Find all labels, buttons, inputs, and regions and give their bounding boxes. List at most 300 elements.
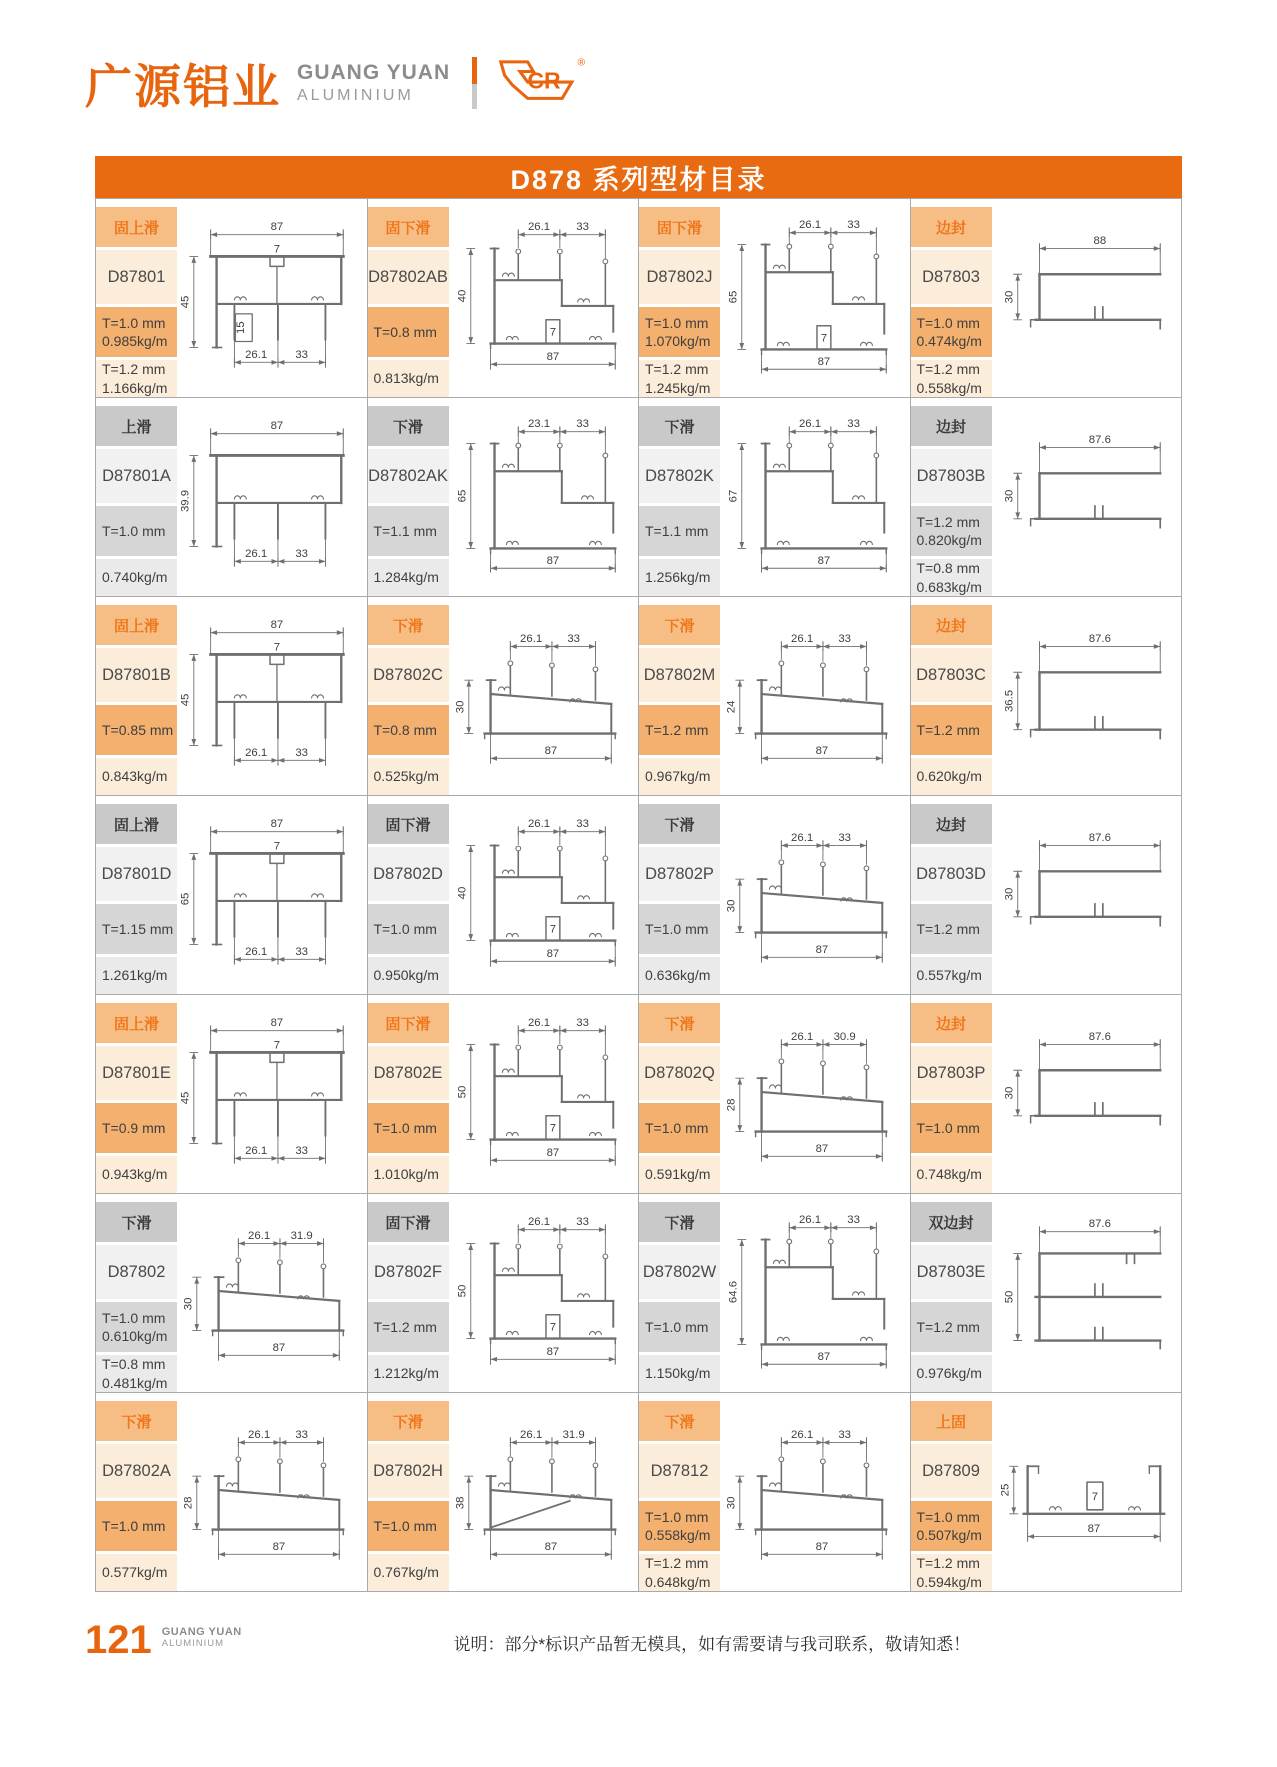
profile-cross-section [992, 415, 1182, 579]
model-number: D87801 [96, 250, 177, 304]
dim-label: 39.9 [179, 489, 192, 513]
dim-label: 33 [575, 418, 589, 431]
category-tag: 边封 [911, 605, 992, 645]
profile-cross-section [177, 216, 367, 380]
profile-drawing [992, 398, 1182, 596]
profile-cell [96, 995, 368, 1194]
spec-line: 0.591kg/m [645, 1166, 711, 1183]
profile-cross-section [720, 1012, 910, 1176]
dim-label: 87.6 [1088, 434, 1111, 447]
spec-line: T=0.8 mm [373, 721, 437, 738]
spec-primary [639, 307, 720, 357]
spec-primary [368, 1501, 449, 1551]
model-number: D87802Q [639, 1046, 720, 1100]
spec-primary [368, 904, 449, 954]
spec-line: T=1.0 mm [916, 314, 980, 331]
dim-label: 87 [270, 420, 284, 433]
profile-cell [368, 1393, 640, 1592]
spec-line: T=1.2 mm [373, 1318, 437, 1335]
spec-secondary [911, 360, 992, 397]
spec-primary [368, 506, 449, 556]
dim-label: 26.1 [245, 1144, 268, 1157]
spec-line: 1.284kg/m [373, 569, 439, 586]
label-column [639, 1393, 720, 1591]
spec-line: T=1.0 mm [373, 1517, 437, 1534]
profile-cross-section [992, 1410, 1182, 1574]
spec-primary [639, 1302, 720, 1352]
spec-secondary [368, 957, 449, 994]
spec-line: 0.558kg/m [645, 1527, 711, 1543]
dim-label: 87 [546, 1146, 559, 1159]
category-tag: 双边封 [911, 1202, 992, 1242]
spec-line: T=1.2 mm [916, 920, 980, 937]
spec-primary [639, 506, 720, 556]
spec-secondary [911, 1554, 992, 1591]
category-tag: 边封 [911, 1003, 992, 1043]
profile-cell [911, 1393, 1183, 1592]
spec-primary [96, 307, 177, 357]
model-number: D87802H [368, 1444, 449, 1498]
label-column [911, 1194, 992, 1392]
category-tag: 下滑 [368, 406, 449, 446]
spec-line: T=1.0 mm [102, 314, 166, 331]
spec-line: T=1.1 mm [645, 522, 709, 539]
dim-label: 33 [847, 1214, 860, 1227]
dim-label: 87 [815, 943, 829, 956]
label-column [96, 199, 177, 397]
spec-secondary [368, 360, 449, 397]
spec-primary [96, 1103, 177, 1153]
label-column [96, 398, 177, 596]
spec-line: T=1.0 mm [645, 1508, 709, 1525]
profile-drawing [177, 199, 367, 397]
spec-primary [911, 705, 992, 755]
dim-label: 87 [546, 1345, 559, 1358]
dim-label: 31.9 [290, 1230, 313, 1243]
dim-label: 87 [270, 221, 284, 234]
category-tag: 固上滑 [96, 605, 177, 645]
dim-label: 33 [575, 818, 589, 831]
spec-secondary [911, 758, 992, 795]
spec-primary [911, 1501, 992, 1551]
profile-cross-section [449, 1211, 639, 1375]
series-title-bar [95, 156, 1182, 198]
dim-label: 45 [179, 1091, 192, 1105]
spec-line: T=1.2 mm [916, 721, 980, 738]
dim-label: 87 [815, 744, 829, 757]
model-number: D87801E [96, 1046, 177, 1100]
dim-label: 87.6 [1088, 1218, 1111, 1231]
spec-line: T=1.2 mm [102, 361, 166, 378]
dim-label: 87.6 [1088, 1031, 1111, 1044]
label-column [96, 597, 177, 795]
profile-cross-section [720, 1211, 910, 1375]
profile-cross-section [177, 813, 367, 977]
profile-cross-section [720, 614, 910, 778]
label-column [911, 1393, 992, 1591]
dim-label: 15 [234, 321, 247, 335]
model-number: D87802E [368, 1046, 449, 1100]
spec-line: 1.245kg/m [645, 379, 711, 396]
spec-line: 0.577kg/m [102, 1564, 168, 1581]
profile-drawing [720, 199, 910, 397]
label-column [368, 398, 449, 596]
category-tag: 上固 [911, 1401, 992, 1441]
dim-label: 28 [725, 1098, 738, 1112]
label-column [911, 398, 992, 596]
model-number: D87802 [96, 1245, 177, 1299]
category-tag: 固下滑 [639, 207, 720, 247]
dim-label: 26.1 [248, 1429, 271, 1442]
profile-drawing [177, 597, 367, 795]
dim-label: 33 [838, 832, 852, 845]
dim-label: 26.1 [248, 1230, 271, 1243]
profile-drawing [720, 796, 910, 994]
dim-label: 26.1 [791, 832, 814, 845]
spec-primary [639, 1501, 720, 1551]
dim-label: 30 [453, 700, 466, 714]
profile-cell [368, 199, 640, 398]
label-column [96, 796, 177, 994]
dim-label: 26.1 [791, 1429, 814, 1442]
category-tag: 下滑 [368, 1401, 449, 1441]
footer-note: 说明：部分*标识产品暂无模具，如有需要请与我司联系，敬请知悉！ [453, 1635, 971, 1654]
dim-label: 7 [1091, 1490, 1098, 1503]
profile-drawing [992, 995, 1182, 1193]
spec-line: T=1.0 mm [645, 1119, 709, 1136]
spec-line: 0.813kg/m [373, 370, 439, 387]
dim-label: 26.1 [798, 418, 822, 431]
dim-label: 26.1 [519, 633, 542, 646]
spec-line: 0.683kg/m [916, 578, 982, 595]
label-column [911, 995, 992, 1193]
dim-label: 87 [817, 355, 831, 368]
profile-cell [639, 1393, 911, 1592]
spec-primary [639, 904, 720, 954]
dim-label: 30 [1002, 489, 1015, 503]
profile-drawing [992, 1393, 1182, 1591]
spec-secondary [911, 1355, 992, 1392]
model-number: D87802F [368, 1245, 449, 1299]
dim-label: 33 [575, 1017, 589, 1030]
dim-label: 30 [1002, 1086, 1015, 1100]
spec-line: T=1.0 mm [645, 1318, 709, 1335]
series-title: D878 系列型材目录 [510, 164, 767, 195]
dim-label: 87 [815, 1142, 829, 1155]
dim-label: 87 [546, 350, 559, 363]
spec-secondary [96, 360, 177, 397]
spec-primary [911, 904, 992, 954]
profile-cell [639, 199, 911, 398]
category-tag: 下滑 [639, 1401, 720, 1441]
profile-cell [368, 398, 640, 597]
dim-label: 87 [544, 1540, 557, 1553]
model-number: D87803E [911, 1245, 992, 1299]
category-tag: 下滑 [639, 1003, 720, 1043]
profile-cell [911, 995, 1183, 1194]
spec-secondary [368, 758, 449, 795]
profile-cross-section [992, 813, 1182, 977]
category-tag: 下滑 [96, 1202, 177, 1242]
spec-line: 0.740kg/m [102, 569, 168, 586]
spec-secondary [639, 360, 720, 397]
company-logo-chinese: 广源铝业 [85, 59, 281, 113]
spec-line: 0.843kg/m [102, 768, 168, 785]
profile-cross-section [720, 813, 910, 977]
spec-line: 0.594kg/m [916, 1573, 982, 1590]
spec-line: 1.212kg/m [373, 1365, 439, 1382]
dim-label: 30 [1002, 290, 1015, 304]
model-number: D87802AB [368, 250, 449, 304]
spec-line: 1.150kg/m [645, 1365, 711, 1382]
dim-label: 33 [847, 219, 860, 232]
label-column [368, 1393, 449, 1591]
profile-cell [639, 1194, 911, 1393]
page-footer [85, 1620, 1182, 1660]
model-number: D87809 [911, 1444, 992, 1498]
category-tag: 边封 [911, 406, 992, 446]
profile-drawing [177, 1194, 367, 1392]
profile-cross-section [449, 614, 639, 778]
spec-secondary [639, 559, 720, 596]
spec-primary [911, 307, 992, 357]
profile-cross-section [177, 415, 367, 579]
dim-label: 50 [1002, 1290, 1015, 1304]
label-column [368, 995, 449, 1193]
spec-line: 0.557kg/m [916, 967, 982, 984]
profile-cell [368, 995, 640, 1194]
spec-secondary [911, 559, 992, 596]
profile-cell [911, 597, 1183, 796]
category-tag: 下滑 [96, 1401, 177, 1441]
profile-cell [96, 1194, 368, 1393]
spec-primary [96, 705, 177, 755]
spec-secondary [96, 559, 177, 596]
dim-label: 87 [817, 554, 831, 567]
profile-drawing [720, 995, 910, 1193]
profile-cell [96, 1393, 368, 1592]
category-tag: 上滑 [96, 406, 177, 446]
model-number: D87803 [911, 250, 992, 304]
dim-label: 30 [182, 1297, 195, 1311]
spec-primary [96, 1501, 177, 1551]
spec-line: T=1.2 mm [645, 1555, 709, 1572]
label-column [639, 995, 720, 1193]
dim-label: 26.1 [798, 1214, 822, 1227]
spec-secondary [911, 1156, 992, 1193]
dim-label: 87 [272, 1540, 286, 1553]
label-column [96, 1194, 177, 1392]
label-column [368, 1194, 449, 1392]
spec-line: 0.967kg/m [645, 768, 711, 785]
model-number: D87802K [639, 449, 720, 503]
dim-label: 87 [272, 1341, 286, 1354]
dim-label: 87 [270, 1017, 284, 1030]
profile-drawing [720, 1194, 910, 1392]
spec-primary [96, 904, 177, 954]
spec-secondary [368, 559, 449, 596]
model-number: D87803D [911, 847, 992, 901]
profile-cross-section [992, 614, 1182, 778]
model-number: D87812 [639, 1444, 720, 1498]
profile-cross-section [177, 1410, 367, 1574]
dim-label: 30.9 [833, 1031, 856, 1044]
dim-label: 7 [820, 332, 828, 345]
dim-label: 28 [182, 1496, 195, 1510]
profile-drawing [177, 796, 367, 994]
model-number: D87803P [911, 1046, 992, 1100]
profile-drawing [177, 398, 367, 596]
profile-cross-section [177, 1211, 367, 1375]
category-tag: 边封 [911, 207, 992, 247]
spec-line: T=0.85 mm [102, 721, 174, 738]
spec-secondary [639, 1355, 720, 1392]
profile-cross-section [720, 1410, 910, 1574]
dim-label: 26.1 [527, 221, 550, 234]
label-column [639, 597, 720, 795]
category-tag: 固下滑 [368, 804, 449, 844]
model-number: D87803B [911, 449, 992, 503]
registered-trademark-icon: ® [577, 56, 586, 69]
spec-secondary [96, 1355, 177, 1392]
dim-label: 26.1 [798, 219, 822, 232]
category-tag: 下滑 [639, 605, 720, 645]
spec-line: T=1.15 mm [102, 920, 174, 937]
dim-label: 33 [838, 633, 852, 646]
dim-label: 87 [815, 1540, 829, 1553]
profile-cross-section [992, 1211, 1182, 1375]
dim-label: 26.1 [245, 746, 268, 759]
label-column [639, 199, 720, 397]
label-column [96, 995, 177, 1193]
footer-brand [162, 1620, 242, 1649]
model-number: D87802J [639, 250, 720, 304]
label-column [639, 398, 720, 596]
label-column [368, 199, 449, 397]
logo-divider [472, 57, 477, 109]
dim-label: 33 [838, 1429, 852, 1442]
dim-label: 26.1 [527, 818, 550, 831]
spec-line: 1.010kg/m [373, 1166, 439, 1183]
profile-cell [911, 1194, 1183, 1393]
category-tag: 固上滑 [96, 1003, 177, 1043]
profile-cell [96, 597, 368, 796]
spec-line: T=1.0 mm [102, 522, 166, 539]
spec-line: T=1.0 mm [916, 1508, 980, 1525]
label-column [911, 597, 992, 795]
dim-label: 67 [727, 489, 740, 503]
spec-primary [96, 506, 177, 556]
spec-secondary [96, 1554, 177, 1591]
spec-secondary [639, 758, 720, 795]
profile-cell [639, 597, 911, 796]
profile-drawing [177, 1393, 367, 1591]
model-number: D87802W [639, 1245, 720, 1299]
spec-secondary [639, 1554, 720, 1591]
spec-line: 1.166kg/m [102, 379, 168, 396]
spec-line: T=1.2 mm [916, 361, 980, 378]
profile-drawing [992, 796, 1182, 994]
spec-line: 1.261kg/m [102, 967, 168, 984]
company-logo-english [297, 61, 450, 105]
profile-cell [639, 995, 911, 1194]
spec-secondary [368, 1156, 449, 1193]
dim-label: 26.1 [519, 1429, 542, 1442]
spec-primary [368, 307, 449, 357]
dim-label: 31.9 [562, 1429, 585, 1442]
dim-label: 87.6 [1088, 832, 1111, 845]
label-column [639, 796, 720, 994]
dim-label: 45 [179, 693, 192, 707]
spec-line: 0.648kg/m [645, 1573, 711, 1590]
dim-label: 26.1 [527, 1216, 550, 1229]
spec-primary [911, 506, 992, 556]
dim-label: 26.1 [245, 348, 268, 361]
page-number: 121 [85, 1618, 152, 1662]
dim-label: 33 [295, 1144, 309, 1157]
spec-line: T=0.9 mm [102, 1119, 166, 1136]
dim-label: 33 [575, 1216, 589, 1229]
model-number: D87802C [368, 648, 449, 702]
spec-line: 0.610kg/m [102, 1328, 168, 1344]
dim-label: 25 [998, 1483, 1011, 1497]
dim-label: 26.1 [791, 633, 814, 646]
dim-label: 7 [549, 923, 556, 936]
cr-logo-text: CR [527, 67, 561, 94]
profile-cell [911, 796, 1183, 995]
dim-label: 87 [817, 1350, 831, 1363]
spec-line: 1.256kg/m [645, 569, 711, 586]
spec-line: 0.474kg/m [916, 333, 982, 349]
label-column [639, 1194, 720, 1392]
profile-drawing [992, 1194, 1182, 1392]
spec-line: T=0.8 mm [373, 323, 437, 340]
category-tag: 下滑 [639, 1202, 720, 1242]
profile-cell [639, 796, 911, 995]
profile-cross-section [720, 415, 910, 579]
dim-label: 87.6 [1088, 633, 1111, 646]
profile-drawing [720, 597, 910, 795]
spec-primary [368, 1302, 449, 1352]
profile-cross-section [177, 1012, 367, 1176]
spec-line: T=1.0 mm [373, 1119, 437, 1136]
profile-drawing [720, 1393, 910, 1591]
footer-brand-name: GUANG YUAN [161, 1626, 242, 1638]
profile-drawing [449, 1194, 639, 1392]
spec-line: 0.636kg/m [645, 967, 711, 984]
profile-cell [639, 398, 911, 597]
profile-cross-section [720, 216, 910, 380]
dim-label: 33 [295, 348, 309, 361]
dim-label: 7 [549, 1321, 556, 1334]
dim-label: 33 [847, 418, 860, 431]
spec-line: 0.558kg/m [916, 379, 982, 396]
model-number: D87801B [96, 648, 177, 702]
dim-label: 33 [295, 1429, 309, 1442]
spec-line: T=1.2 mm [916, 513, 980, 530]
profile-drawing [449, 1393, 639, 1591]
dim-label: 45 [179, 295, 192, 309]
spec-line: T=1.0 mm [373, 920, 437, 937]
dim-label: 87 [546, 947, 559, 960]
profile-cell [911, 398, 1183, 597]
profile-cross-section [992, 216, 1182, 380]
spec-secondary [368, 1554, 449, 1591]
dim-label: 7 [549, 326, 556, 339]
profile-drawing [720, 398, 910, 596]
dim-label: 36.5 [1002, 689, 1015, 713]
dim-label: 30 [725, 899, 738, 913]
